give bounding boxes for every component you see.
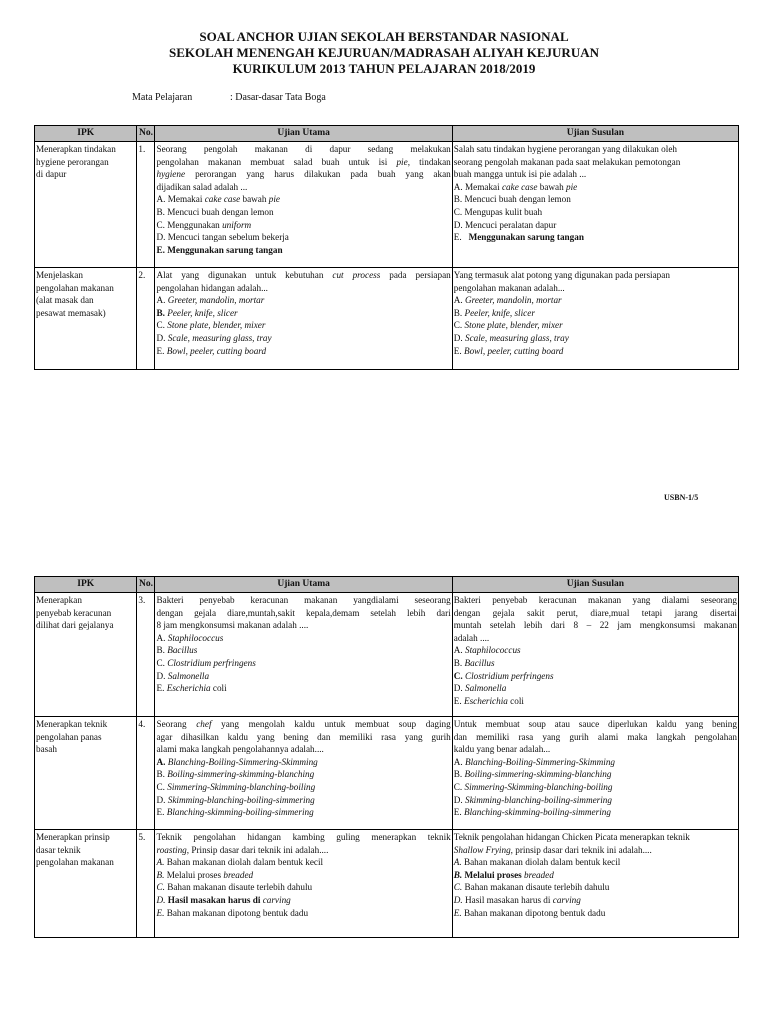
option-e: E. Bahan makanan dipotong bentuk dadu [156,907,309,918]
option-c: C. Simmering-Skimming-blanching-boiling [156,781,316,792]
question-text: Bakteri penyebab keracunan makanan yang dialami seseorang [453,595,737,605]
option-e-answer: E. Menggunakan sarung tangan [156,244,283,255]
ipk-text: penyebab keracunan [36,607,112,618]
ipk-text: (alat masak dan [36,295,94,306]
option-e: E. Bowl, peeler, cutting board [453,345,564,356]
question-text: Teknik pengolahan hidangan Chicken Picata menerapkan teknik [453,832,690,842]
option-b: B. Melalui proses breaded [156,869,254,880]
option-b: B. Bacillus [453,657,495,668]
header-no: No. [137,577,155,593]
question-text: seorang pengolah makanan pada saat melakukan pemotongan [453,156,681,167]
number-cell: 2. [137,268,155,370]
question-text: alami maka langkah pengolahannya adalah.... [156,744,324,755]
ujian-susulan-cell [452,268,738,370]
option-b: B. Boiling-simmering-skimming-blanching [156,769,315,780]
ipk-cell [35,717,137,830]
header-ujian-utama: Ujian Utama [155,126,452,142]
number-cell: 4. [137,717,155,830]
header-no: No. [137,126,155,142]
option-c: C. Bahan makanan disaute terlebih dahulu [453,882,610,893]
ipk-text: basah [36,744,57,755]
option-e: E. Blanching-skimming-boiling-simmering [156,807,314,818]
option-a: A. Staphilococcus [453,645,521,656]
title-line-2: SEKOLAH MENENGAH KEJURUAN/MADRASAH ALIYAH KEJURUAN [168,45,599,60]
page-number: USBN-1/5 [664,493,699,502]
option-b: B. Boiling-simmering-skimming-blanching [453,769,612,780]
option-b: B. Bacillus [156,645,198,656]
ujian-utama-cell [155,142,452,268]
option-c: C. Menggunakan uniform [156,219,252,230]
question-text: dijadikan salad adalah ... [156,181,248,192]
table-row-q3 [35,593,739,717]
option-b-answer: B. Peeler, knife, slicer [156,307,238,318]
question-text: dengan gejala sakit perut, diare,mual tetapi jarang disertai [453,607,737,618]
ujian-susulan-cell [452,593,738,717]
option-e-answer: E. Menggunakan sarung tangan [453,232,584,243]
option-d: D. Salmonella [156,670,210,681]
option-d: D. Skimming-blanching-boiling-simmering [156,794,315,805]
table-header-row [35,577,739,593]
option-d: D. Mencuci tangan sebelum bekerja [156,232,289,243]
option-a: A. Greeter, mandolin, mortar [453,295,562,306]
option-b: B. Peeler, knife, slicer [453,307,535,318]
question-text: Shallow Frying, prinsip dasar dari teknik ini adalah.... [453,844,652,855]
option-a: A. Memakai cake case bawah pie [453,181,578,192]
option-b: B. Mencuci buah dengan lemon [156,206,274,217]
question-text: Seorang pengolah makanan di dapur sedang melakukan [156,144,451,154]
ipk-text: Menerapkan prinsip [36,832,110,842]
option-d: D. Mencuci peralatan dapur [453,219,557,230]
ujian-utama-cell [155,593,452,717]
option-e: E. Bahan makanan dipotong bentuk dadu [453,907,606,918]
ujian-susulan-cell [452,717,738,830]
question-text: Seorang chef yang mengolah kaldu untuk membuat soup daging [156,719,451,729]
question-text: muntah setelah lebih dari 8 – 22 jam mengkonsumsi makanan [453,620,737,631]
question-text: Yang termasuk alat potong yang digunakan pada persiapan [453,270,670,280]
header-ipk: IPK [35,126,137,142]
question-table-1 [34,125,739,370]
option-c: C. Bahan makanan disaute terlebih dahulu [156,882,313,893]
number-cell: 3. [137,593,155,717]
option-a: A. Staphilococcus [156,632,224,643]
ipk-text: di dapur [36,169,67,180]
header-ipk: IPK [35,577,137,593]
question-text: Untuk membuat soup atau sauce diperlukan kaldu yang bening [453,719,737,729]
ipk-text: pengolahan makanan [36,857,114,868]
option-c: C. Mengupas kulit buah [453,206,543,217]
question-text: Salah satu tindakan hygiene perorangan yang dilakukan oleh [453,144,677,154]
question-text: 8 jam mengkonsumsi makanan adalah .... [156,620,309,631]
option-d-answer: D. Hasil masakan harus di carving [156,894,291,905]
subject-label: Mata Pelajaran [132,92,193,103]
option-a-answer: A. Blanching-Boiling-Simmering-Skimming [156,756,318,767]
header-ujian-susulan: Ujian Susulan [452,577,738,593]
question-text: pengolahan makanan membuat salad buah untuk isi pie, tindakan [156,156,451,167]
ujian-utama-cell [155,830,452,938]
question-text: buah mangga untuk isi pie adalah ... [453,169,587,180]
ipk-text: Menerapkan [36,595,82,605]
option-a: A. Bahan makanan diolah dalam bentuk kecil [453,857,621,868]
question-table-2 [34,576,739,938]
option-a: A. Greeter, mandolin, mortar [156,295,265,306]
question-text: dan memiliki rasa yang gurih alami maka langkah pengolahan [453,731,737,742]
option-a: A. Bahan makanan diolah dalam bentuk kecil [156,857,324,868]
question-text: Teknik pengolahan hidangan kambing guling menerapkan teknik [156,832,451,842]
option-c: C. Simmering-Skimming-blanching-boiling [453,781,613,792]
ujian-utama-cell [155,717,452,830]
option-a: A. Memakai cake case bawah pie [156,194,280,205]
question-text: Bakteri penyebab keracunan makanan yangdialami seseorang [156,595,451,605]
option-e: E. Escherichia coli [453,695,524,706]
question-text: agar dihasilkan kaldu yang bening dan memiliki rasa yang gurih [156,731,451,742]
option-e: E. Escherichia coli [156,683,227,694]
subject-value: : Dasar-dasar Tata Boga [230,92,326,103]
ipk-text: Menerapkan tindakan [36,144,116,154]
ipk-text: Menjelaskan [36,270,83,280]
ipk-cell [35,142,137,268]
option-d: D. Salmonella [453,683,507,694]
ujian-susulan-cell [452,142,738,268]
ipk-text: dasar teknik [36,844,81,855]
ipk-text: pengolahan makanan [36,282,114,293]
table-row-q2 [35,268,739,370]
option-d: D. Scale, measuring glass, tray [453,332,569,343]
header-ujian-utama: Ujian Utama [155,577,452,593]
option-c: C. Stone plate, blender, mixer [156,320,266,331]
question-text: pengolahan makanan adalah... [453,282,565,293]
title-line-3: KURIKULUM 2013 TAHUN PELAJARAN 2018/2019 [232,61,536,76]
number-cell: 5. [137,830,155,938]
table-header-row [35,126,739,142]
table-row-q4 [35,717,739,830]
question-text: roasting, Prinsip dasar dari teknik ini adalah.... [156,844,329,855]
ipk-cell [35,593,137,717]
option-a: A. Blanching-Boiling-Simmering-Skimming [453,756,616,767]
option-c: C. Stone plate, blender, mixer [453,320,563,331]
subject-row [132,92,326,103]
question-text: hygiene perorangan yang harus dilakukan pada buah yang akan [156,169,451,180]
option-d: D. Hasil masakan harus di carving [453,894,581,905]
option-e: E. Bowl, peeler, cutting board [156,345,267,356]
option-c-answer: C. Clostridium perfringens [453,670,554,681]
question-text: pengolahan hidangan adalah... [156,282,268,293]
option-e: E. Blanching-skimming-boiling-simmering [453,807,611,818]
question-text: kaldu yang benar adalah... [453,744,551,755]
ipk-text: pengolahan panas [36,731,102,742]
ipk-cell [35,830,137,938]
number-cell: 1. [137,142,155,268]
ipk-text: Menerapkan teknik [36,719,108,729]
option-b: B. Mencuci buah dengan lemon [453,194,571,205]
option-d: D. Skimming-blanching-boiling-simmering [453,794,612,805]
title-line-1: SOAL ANCHOR UJIAN SEKOLAH BERSTANDAR NASIONAL [199,29,569,44]
ipk-text: hygiene perorangan [36,156,109,167]
option-c: C. Clostridium perfringens [156,657,256,668]
header-ujian-susulan: Ujian Susulan [452,126,738,142]
option-b-answer: B. Melalui proses breaded [453,869,554,880]
ipk-text: dilihat dari gejalanya [36,620,114,631]
ipk-cell [35,268,137,370]
question-text: dengan gejala diare,muntah,sakit kepala,demam setelah lebih dari [156,607,451,618]
question-text: Alat yang digunakan untuk kebutuhan cut process pada persiapan [156,270,451,280]
table-row-q1 [35,142,739,268]
table-row-q5 [35,830,739,938]
option-d: D. Scale, measuring glass, tray [156,332,272,343]
ujian-susulan-cell [452,830,738,938]
ipk-text: pesawat memasak) [36,307,106,318]
ujian-utama-cell [155,268,452,370]
question-text: adalah .... [453,632,490,643]
